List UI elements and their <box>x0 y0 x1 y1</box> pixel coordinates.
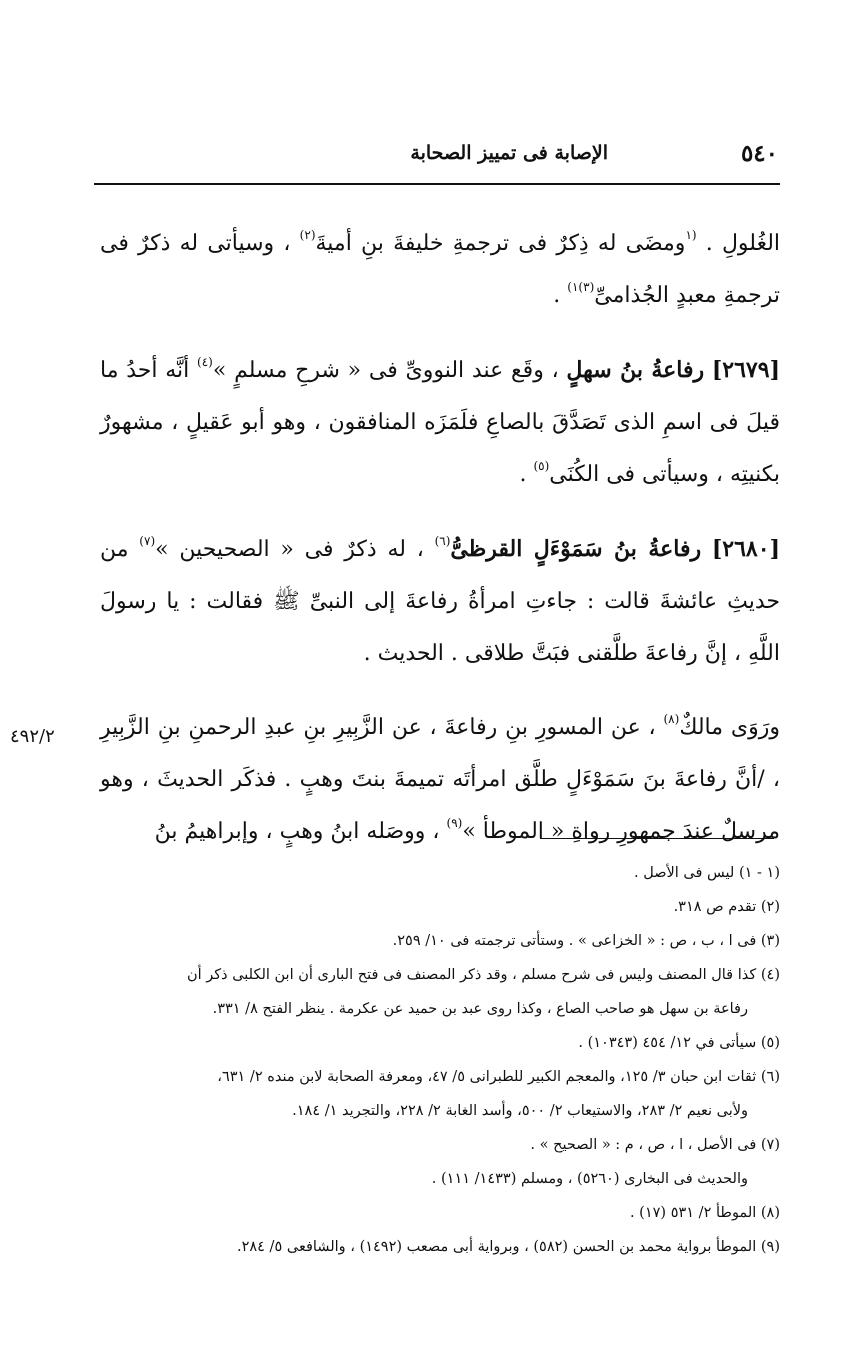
entry-2680 <box>100 523 780 680</box>
main-text <box>100 218 780 880</box>
footnote: (٤) كذا قال المصنف وليس فى شرح مسلم ، وقد ذكر المصنف فى فتح البارى أن ابن الكلبى ذكر أن <box>186 967 780 983</box>
footnote: (٢) تقدم ص ٣١٨. <box>673 899 780 915</box>
footnote-marker: (٥) <box>533 459 550 474</box>
paragraph-text: الغُلولِ . <box>696 231 781 256</box>
footnote-continuation: والحديث فى البخارى (٥٢٦٠) ، ومسلم (١٤٣٣/ ١١١) . <box>431 1171 748 1187</box>
paragraph-text: ومضَى له ذِكرٌ فى ترجمةِ خليفةَ بنِ أميةَ <box>315 231 686 256</box>
footnote-marker: (٦) <box>434 534 451 549</box>
header-rule <box>94 183 780 185</box>
footnote: (٥) سيأتى في ١٢/ ٤٥٤ (١٠٣٤٣) . <box>578 1035 780 1051</box>
paragraph-1 <box>100 218 780 322</box>
entry-2679 <box>100 344 780 501</box>
footnote: (٣) فى ا ، ب ، ص : « الخزاعى » . وستأتى ترجمته فى ١٠/ ٢٥٩. <box>392 933 780 949</box>
paragraph-text: ورَوَى مالكٌ <box>679 715 780 740</box>
paragraph-text: ، له ذكرٌ فى « الصحيحين » <box>155 537 435 562</box>
paragraph-text: ، ووصَله ابنُ وهبٍ ، وإبراهيمُ بنُ <box>154 819 447 844</box>
footnotes <box>96 856 780 1264</box>
footnote-marker: (٨) <box>663 712 680 727</box>
paragraph-text: ، وسيأتى له ذكرٌ فى ترجمةِ معبدٍ الجُذامىِّ <box>100 231 780 308</box>
footnote-marker: (٩) <box>446 816 463 831</box>
footnote-marker: (١ <box>685 228 697 243</box>
paragraph-text: . <box>553 283 568 308</box>
footnote: (٦) ثقات ابن حبان ٣/ ١٢٥، والمعجم الكبير للطبرانى ٥/ ٤٧، ومعرفة الصحابة لابن منده ٢/ ٦٣١، <box>217 1069 780 1085</box>
paragraph-text: أنَّه أحدُ ما قيلَ فى اسمِ الذى تَصَدَّقَ بالصاعِ فلَمَزَه المنافقون ، وهو أبو عَقيلٍ ، مشهورٌ بكنيتِه ، وسيأتى فى الكُنَى <box>100 358 780 487</box>
footnote-marker: (٣)١) <box>567 280 595 295</box>
entry-number: [٢٦٧٩] <box>711 357 780 383</box>
page-number: ٥٤٠ <box>740 140 778 167</box>
entry-name: رفاعةُ بنُ سَمَوْءَلٍ القرظىُّ <box>450 536 702 562</box>
footnote: (٧) فى الأصل ، ا ، ص ، م : « الصحيح » . <box>530 1137 780 1153</box>
paragraph-text: ، وقَع عند النووىِّ فى « شرحِ مسلمٍ » <box>212 358 567 383</box>
entry-number: [٢٦٨٠] <box>711 536 780 562</box>
footnote-continuation: ولأبى نعيم ٢/ ٢٨٣، والاستيعاب ٢/ ٥٠٠، وأسد الغابة ٢/ ٢٢٨، والتجريد ١/ ١٨٤. <box>292 1103 748 1119</box>
footnote-marker: (٤) <box>197 355 213 370</box>
footnote-rule <box>540 838 774 839</box>
paragraph-text: . <box>519 462 534 487</box>
footnote: (٨) الموطأ ٢/ ٥٣١ (١٧) . <box>629 1205 780 1221</box>
margin-reference: ٤٩٢/٢ <box>10 726 55 747</box>
paragraph-4 <box>100 702 780 858</box>
footnote-marker: (٢) <box>299 228 316 243</box>
entry-name: رفاعةُ بنُ سهلٍ <box>566 357 705 383</box>
footnote-continuation: رفاعة بن سهل هو صاحب الصاع ، وكذا روى عبد بن حميد عن عكرمة . ينظر الفتح ٨/ ٣٣١. <box>212 1001 748 1017</box>
footnote: (٩) الموطأ برواية محمد بن الحسن (٥٨٢) ، وبرواية أبى مصعب (١٤٩٢) ، والشافعى ٥/ ٢٨٤. <box>236 1239 780 1255</box>
paragraph-text: من حديثِ عائشةَ قالت : جاءتِ امرأةُ رفاعةَ إلى النبىِّ ﷺ فقالت : يا رسولَ اللَّهِ ، إنَّ رفاعةَ طلَّقنى فبَتَّ طلاقى . الحديث . <box>100 537 780 666</box>
footnote: (١ - ١) ليس فى الأصل . <box>634 865 780 881</box>
running-head <box>94 138 778 178</box>
paragraph-text: ، عن المسورِ بنِ رفاعةَ ، عن الزَّبِيرِ بنِ عبدِ الرحمنِ بنِ الزَّبِيرِ ، /أنَّ رفاعةَ بنَ سَمَوْءَلٍ طلَّق امرأتَه تميمةَ بنتَ وهبٍ . فذكَر الحديثَ ، وهو مرسلٌ عندَ جمهورِ رواةِ « الموطأ » <box>100 715 780 844</box>
footnote-marker: (٧) <box>139 534 156 549</box>
book-title: الإصابة فى تمييز الصحابة <box>410 142 608 164</box>
